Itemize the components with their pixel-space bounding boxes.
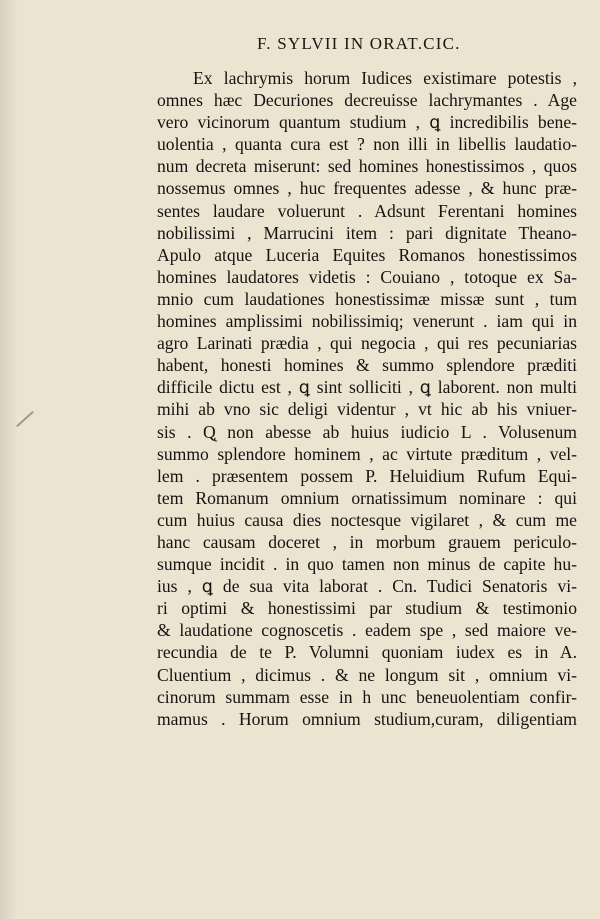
text-line: Ex lachrymis horum Iudices existimare potestis , xyxy=(193,68,577,88)
text-line: nossemus omnes , huc frequentes adesse , & hunc præ- xyxy=(157,178,577,199)
text-line: hanc causam doceret , in morbum grauem periculo- xyxy=(157,531,577,552)
text-line: vero vicinorum quantum studium , ꝗ incredibilis bene- xyxy=(157,112,577,133)
text-line: tem Romanum omnium ornatissimum nominare : qui xyxy=(157,487,577,508)
text-line: agro Larinati prædia , qui negocia , qui res pecuniarias xyxy=(157,333,577,354)
text-line: Cluentium , dicimus . & ne longum sit , omnium vi- xyxy=(157,664,577,685)
text-line: recundia de te P. Volumni quoniam iudex es in A. xyxy=(157,642,577,663)
text-line: sis . Q̨ non abesse ab huius iudicio L . Volusenum xyxy=(157,421,577,442)
text-line: habent, honesti homines & summo splendore præditi xyxy=(157,355,577,376)
text-line: nobilissimi , Marrucini item : pari dignitate Theano- xyxy=(157,222,577,243)
text-line: mnio cum laudationes honestissimæ missæ sunt , tum xyxy=(157,288,577,309)
text-line: Apulo atque Luceria Equites Romanos honestissimos xyxy=(157,244,577,265)
text-line: cinorum summam esse in h unc beneuolentiam confir- xyxy=(157,686,577,707)
text-line: & laudatione cognoscetis . eadem spe , sed maiore ve- xyxy=(157,620,577,641)
text-line: ri optimi & honestissimi par studium & testimonio xyxy=(157,598,577,619)
text-line: homines laudatores videtis : Couiano , totoque ex Sa- xyxy=(157,266,577,287)
text-line: cum huius causa dies noctesque vigilaret , & cum me xyxy=(157,509,577,530)
text-line: lem . præsentem possem P. Heluidium Rufum Equi- xyxy=(157,465,577,486)
body-text xyxy=(157,67,577,730)
text-line: summo splendore hominem , ac virtute præditum , vel- xyxy=(157,443,577,464)
text-line: ius , ꝗ de sua vita laborat . Cn. Tudici Senatoris vi- xyxy=(157,576,577,597)
text-line: sentes laudare voluerunt . Adsunt Ferentani homines xyxy=(157,200,577,221)
text-line: uolentia , quanta cura est ? non illi in libellis laudatio- xyxy=(157,134,577,155)
page-fold-mark xyxy=(16,411,34,427)
page-gutter-shadow xyxy=(0,0,18,919)
text-line: difficile dictu est , ꝗ sint solliciti , ꝗ laborent. non multi xyxy=(157,377,577,398)
text-line: mamus . Horum omnium studium,curam, diligentiam xyxy=(157,708,577,729)
text-line: mihi ab vno sic deligi videntur , vt hic ab his vniuer- xyxy=(157,399,577,420)
text-line: sumque incidit . in quo tamen non minus de capite hu- xyxy=(157,554,577,575)
running-head: F. SYLVII IN ORAT.CIC. xyxy=(257,34,461,53)
text-line: homines amplissimi nobilissimiq; venerunt . iam qui in xyxy=(157,311,577,332)
text-line: num decreta miserunt: sed homines honestissimos , quos xyxy=(157,156,577,177)
text-line: omnes hæc Decuriones decreuisse lachrymantes . Age xyxy=(157,90,577,111)
